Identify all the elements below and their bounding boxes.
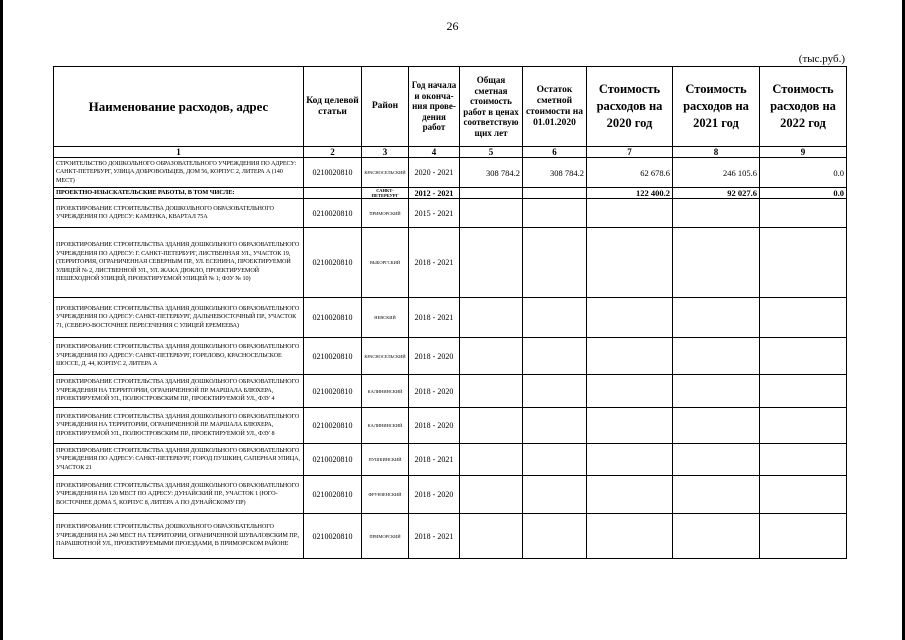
remainder-cost-cell — [523, 298, 587, 338]
cost-2022-cell — [760, 298, 847, 338]
header-code: Код целевой статьи — [304, 67, 362, 147]
header-total-cost: Общая сметная стоимость работ в ценах соответствую щих лет — [460, 67, 523, 147]
expense-name-cell: ПРОЕКТИРОВАНИЕ СТРОИТЕЛЬСТВА ЗДАНИЯ ДОШКОЛЬНОГО ОБРАЗОВАТЕЛЬНОГО УЧРЕЖДЕНИЯ НА ТЕРРИТОРИИ, ОГРАНИЧЕННОЙ ПР. МАРШАЛА БЛЮХЕРА, ПРОЕКТИРУЕМОЙ УЛ., ПОЛЮСТРОВСКИМ ПР., ПРОЕКТИРУЕМОЙ УЛ., ФЗУ 8 — [54, 408, 304, 444]
district-cell: ПРИМОРСКИЙ — [362, 199, 409, 228]
expense-name-cell: ПРОЕКТИРОВАНИЕ СТРОИТЕЛЬСТВА ДОШКОЛЬНОГО ОБРАЗОВАТЕЛЬНОГО УЧРЕЖДЕНИЯ ПО АДРЕСУ: КАМЕНКА, КВАРТАЛ 75А — [54, 199, 304, 228]
cost-2021-cell — [673, 375, 760, 408]
table-row — [54, 199, 847, 228]
table-row — [54, 298, 847, 338]
cost-2020-cell — [587, 298, 673, 338]
cost-2022-cell — [760, 408, 847, 444]
cost-2021-cell: 92 027.6 — [673, 188, 760, 199]
total-cost-cell — [460, 188, 523, 199]
column-number: 5 — [460, 147, 523, 158]
cost-2020-cell: 122 400.2 — [587, 188, 673, 199]
target-code-cell: 0210020810 — [304, 228, 362, 298]
target-code-cell: 0210020810 — [304, 199, 362, 228]
remainder-cost-cell — [523, 199, 587, 228]
cost-2022-cell — [760, 199, 847, 228]
header-name: Наименование расходов, адрес — [54, 67, 304, 147]
column-number: 1 — [54, 147, 304, 158]
column-number: 9 — [760, 147, 847, 158]
header-cost-2022: Стоимость расходов на 2022 год — [760, 67, 847, 147]
district-cell: КРАСНОСЕЛЬСКИЙ — [362, 338, 409, 375]
remainder-cost-cell — [523, 228, 587, 298]
work-years-cell: 2018 - 2021 — [409, 228, 460, 298]
cost-2021-cell — [673, 338, 760, 375]
cost-2020-cell — [587, 228, 673, 298]
total-cost-cell — [460, 476, 523, 514]
header-remainder: Остаток сметной стоимости на 01.01.2020 — [523, 67, 587, 147]
work-years-cell: 2018 - 2020 — [409, 375, 460, 408]
cost-2021-cell — [673, 444, 760, 476]
cost-2020-cell — [587, 444, 673, 476]
total-cost-cell: 308 784.2 — [460, 158, 523, 188]
cost-2020-cell — [587, 338, 673, 375]
remainder-cost-cell — [523, 514, 587, 559]
cost-2021-cell — [673, 228, 760, 298]
total-cost-cell — [460, 444, 523, 476]
remainder-cost-cell — [523, 188, 587, 199]
target-code-cell: 0210020810 — [304, 338, 362, 375]
district-cell: НЕВСКИЙ — [362, 298, 409, 338]
column-number: 3 — [362, 147, 409, 158]
remainder-cost-cell: 308 784.2 — [523, 158, 587, 188]
scan-border-left — [0, 0, 3, 640]
cost-2020-cell — [587, 514, 673, 559]
expense-name-cell: ПРОЕКТИРОВАНИЕ СТРОИТЕЛЬСТВА ЗДАНИЯ ДОШКОЛЬНОГО ОБРАЗОВАТЕЛЬНОГО УЧРЕЖДЕНИЯ ПО АДРЕСУ: САНКТ-ПЕТЕРБУРГ, ГОРОД ПУШКИН, САПЕРНАЯ УЛИЦА, УЧАСТОК 21 — [54, 444, 304, 476]
expense-name-cell: ПРОЕКТИРОВАНИЕ СТРОИТЕЛЬСТВА ЗДАНИЯ ДОШКОЛЬНОГО ОБРАЗОВАТЕЛЬНОГО УЧРЕЖДЕНИЯ ПО АДРЕСУ: Г. САНКТ-ПЕТЕРБУРГ, ЛИСТВЕННАЯ УЛ., УЧАСТОК 19, (ТЕРРИТОРИЯ, ОГРАНИЧЕННАЯ СЕВЕРНЫМ ПР., УЛ. ЕСЕНИНА, ПРОЕКТИРУЕМОЙ УЛИЦЕЙ № 2, ЛИСТВЕННОЙ УЛ., УЛ. ЖАКА ДЮКЛО, ПРОЕКТИРУЕМОЙ ПЕШЕХОДНОЙ УЛИЦЕЙ, ПРОЕКТИРУЕМОЙ УЛИЦЕЙ № 1; ФЗУ № 10) — [54, 228, 304, 298]
target-code-cell: 0210020810 — [304, 514, 362, 559]
work-years-cell: 2018 - 2020 — [409, 408, 460, 444]
work-years-cell: 2018 - 2020 — [409, 476, 460, 514]
remainder-cost-cell — [523, 408, 587, 444]
expense-name-cell: ПРОЕКТИРОВАНИЕ СТРОИТЕЛЬСТВА ЗДАНИЯ ДОШКОЛЬНОГО ОБРАЗОВАТЕЛЬНОГО УЧРЕЖДЕНИЯ НА 120 МЕСТ ПО АДРЕСУ: ДУНАЙСКИЙ ПР., УЧАСТОК 1 (ЮГО-ВОСТОЧНЕЕ ДОМА 5, КОРПУС 8, ЛИТЕРА А ПО ДУНАЙСКОМУ ПР) — [54, 476, 304, 514]
target-code-cell — [304, 188, 362, 199]
district-cell: КАЛИНИНСКИЙ — [362, 375, 409, 408]
work-years-cell: 2018 - 2021 — [409, 298, 460, 338]
cost-2020-cell — [587, 408, 673, 444]
total-cost-cell — [460, 408, 523, 444]
district-cell: ФРУНЗЕНСКИЙ — [362, 476, 409, 514]
work-years-cell: 2018 - 2021 — [409, 444, 460, 476]
cost-2020-cell — [587, 199, 673, 228]
work-years-cell: 2018 - 2021 — [409, 514, 460, 559]
subtotal-row — [54, 188, 847, 199]
column-number: 4 — [409, 147, 460, 158]
total-cost-cell — [460, 338, 523, 375]
column-number-row — [54, 147, 847, 158]
district-cell: ВЫБОРГСКИЙ — [362, 228, 409, 298]
cost-2020-cell — [587, 476, 673, 514]
column-number: 7 — [587, 147, 673, 158]
table-row — [54, 228, 847, 298]
expense-name-cell: СТРОИТЕЛЬСТВО ДОШКОЛЬНОГО ОБРАЗОВАТЕЛЬНОГО УЧРЕЖДЕНИЯ ПО АДРЕСУ: САНКТ-ПЕТЕРБУРГ, УЛИЦА ДОБРОВОЛЬЦЕВ, ДОМ 56, КОРПУС 2, ЛИТЕРА А (140 МЕСТ) — [54, 158, 304, 188]
header-years: Год начала и оконча-ния прове-дения работ — [409, 67, 460, 147]
column-number: 6 — [523, 147, 587, 158]
cost-2022-cell — [760, 375, 847, 408]
total-cost-cell — [460, 375, 523, 408]
expense-name-cell: ПРОЕКТИРОВАНИЕ СТРОИТЕЛЬСТВА ЗДАНИЯ ДОШКОЛЬНОГО ОБРАЗОВАТЕЛЬНОГО УЧРЕЖДЕНИЯ ПО АДРЕСУ: САНКТ-ПЕТЕРБУРГ, ДАЛЬНЕВОСТОЧНЫЙ ПР., УЧАСТОК 71, (СЕВЕРО-ВОСТОЧНЕЕ ПЕРЕСЕЧЕНИЯ С УЛИЦЕЙ ЕРЕМЕЕВА) — [54, 298, 304, 338]
cost-2022-cell — [760, 514, 847, 559]
work-years-cell: 2015 - 2021 — [409, 199, 460, 228]
cost-2022-cell: 0.0 — [760, 158, 847, 188]
table-row — [54, 514, 847, 559]
remainder-cost-cell — [523, 476, 587, 514]
total-cost-cell — [460, 298, 523, 338]
district-cell: КАЛИНИНСКИЙ — [362, 408, 409, 444]
cost-2020-cell: 62 678.6 — [587, 158, 673, 188]
total-cost-cell — [460, 228, 523, 298]
target-code-cell: 0210020810 — [304, 158, 362, 188]
remainder-cost-cell — [523, 338, 587, 375]
district-cell: ПУШКИНСКИЙ — [362, 444, 409, 476]
cost-2022-cell — [760, 444, 847, 476]
target-code-cell: 0210020810 — [304, 476, 362, 514]
cost-2021-cell — [673, 199, 760, 228]
cost-2020-cell — [587, 375, 673, 408]
remainder-cost-cell — [523, 375, 587, 408]
table-row — [54, 338, 847, 375]
header-district: Район — [362, 67, 409, 147]
page-number: 26 — [446, 19, 459, 33]
cost-2022-cell — [760, 228, 847, 298]
target-code-cell: 0210020810 — [304, 444, 362, 476]
expense-name-cell: ПРОЕКТИРОВАНИЕ СТРОИТЕЛЬСТВА ДОШКОЛЬНОГО ОБРАЗОВАТЕЛЬНОГО УЧРЕЖДЕНИЯ НА 240 МЕСТ НА ТЕРРИТОРИИ, ОГРАНИЧЕННОЙ ШУВАЛОВСКИМ ПР., ПАРАШЮТНОЙ УЛ., ПРОЕКТИРУЕМЫМИ ПРОЕЗДАМИ, В ПРИМОРСКОМ РАЙОНЕ — [54, 514, 304, 559]
cost-2021-cell — [673, 298, 760, 338]
remainder-cost-cell — [523, 444, 587, 476]
cost-2022-cell — [760, 338, 847, 375]
table-row — [54, 375, 847, 408]
district-cell: ПРИМОРСКИЙ — [362, 514, 409, 559]
total-cost-cell — [460, 199, 523, 228]
work-years-cell: 2018 - 2020 — [409, 338, 460, 375]
column-number: 2 — [304, 147, 362, 158]
expense-name-cell: ПРОЕКТНО-ИЗЫСКАТЕЛЬСКИЕ РАБОТЫ, В ТОМ ЧИСЛЕ: — [54, 188, 304, 199]
target-code-cell: 0210020810 — [304, 375, 362, 408]
total-cost-cell — [460, 514, 523, 559]
work-years-cell: 2012 - 2021 — [409, 188, 460, 199]
table-row — [54, 158, 847, 188]
expense-name-cell: ПРОЕКТИРОВАНИЕ СТРОИТЕЛЬСТВА ЗДАНИЯ ДОШКОЛЬНОГО ОБРАЗОВАТЕЛЬНОГО УЧРЕЖДЕНИЯ ПО АДРЕСУ: САНКТ-ПЕТЕРБУРГ, ГОРЕЛОВО, КРАСНОСЕЛЬСКОЕ ШОССЕ, Д. 44, КОРПУС 2, ЛИТЕРА А — [54, 338, 304, 375]
cost-2021-cell: 246 105.6 — [673, 158, 760, 188]
cost-2021-cell — [673, 514, 760, 559]
header-cost-2021: Стоимость расходов на 2021 год — [673, 67, 760, 147]
target-code-cell: 0210020810 — [304, 408, 362, 444]
district-cell: КРАСНОСЕЛЬСКИЙ — [362, 158, 409, 188]
header-row — [54, 67, 847, 147]
cost-2021-cell — [673, 408, 760, 444]
budget-table — [53, 66, 847, 559]
table-row — [54, 408, 847, 444]
work-years-cell: 2020 - 2021 — [409, 158, 460, 188]
column-number: 8 — [673, 147, 760, 158]
district-cell: САНКТ-ПЕТЕРБУРГ — [362, 188, 409, 199]
cost-2022-cell: 0.0 — [760, 188, 847, 199]
table-row — [54, 476, 847, 514]
header-cost-2020: Стоимость расходов на 2020 год — [587, 67, 673, 147]
target-code-cell: 0210020810 — [304, 298, 362, 338]
cost-2021-cell — [673, 476, 760, 514]
cost-2022-cell — [760, 476, 847, 514]
expense-name-cell: ПРОЕКТИРОВАНИЕ СТРОИТЕЛЬСТВА ЗДАНИЯ ДОШКОЛЬНОГО ОБРАЗОВАТЕЛЬНОГО УЧРЕЖДЕНИЯ НА ТЕРРИТОРИИ, ОГРАНИЧЕННОЙ ПР. МАРШАЛА БЛЮХЕРА, ПРОЕКТИРУЕМОЙ УЛ., ПОЛЮСТРОВСКИМ ПР., ПРОЕКТИРУЕМОЙ УЛ., ФЗУ 4 — [54, 375, 304, 408]
table-row — [54, 444, 847, 476]
units-label: (тыс.руб.) — [798, 53, 845, 65]
